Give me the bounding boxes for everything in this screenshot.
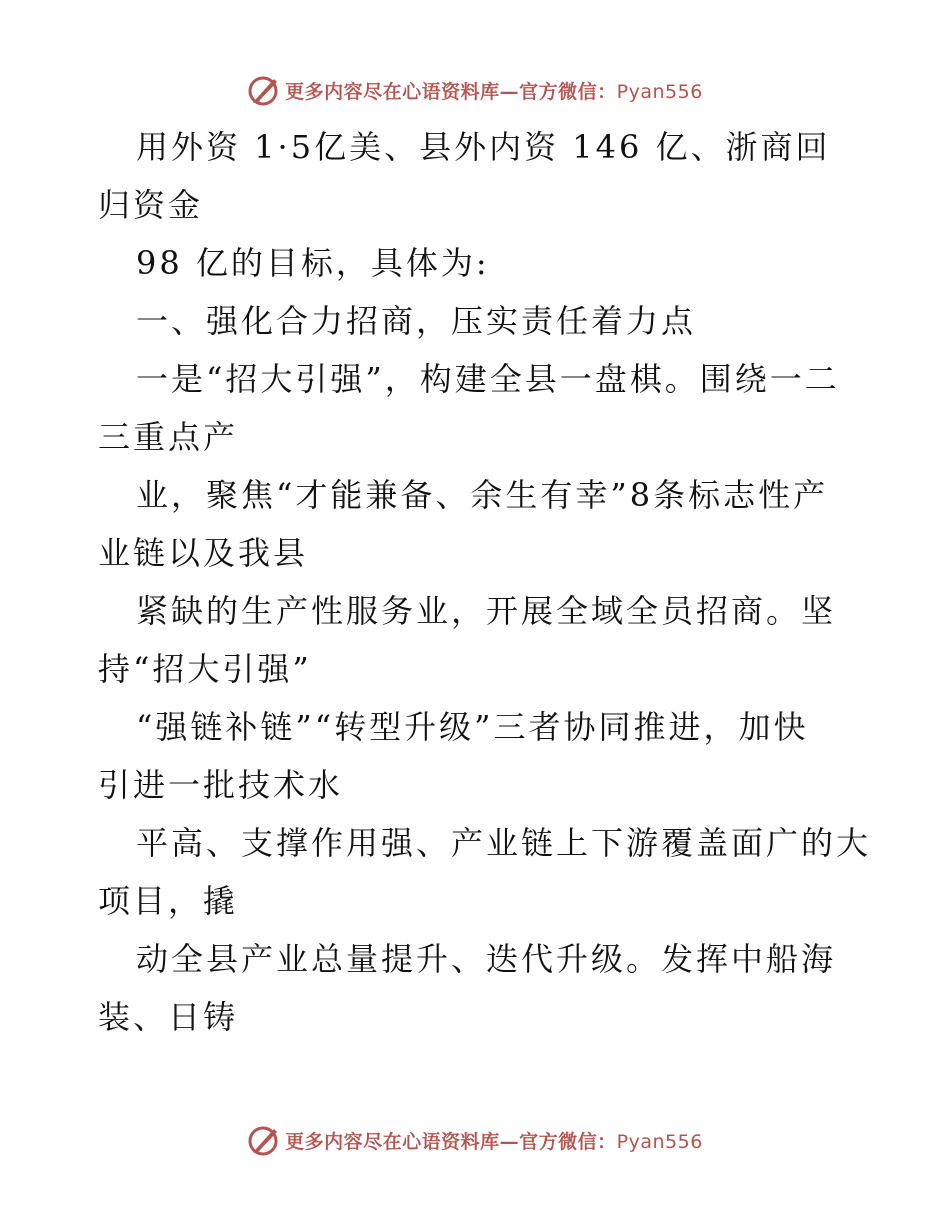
body-line: 业，聚焦“才能兼备、余生有幸”8条标志性产 xyxy=(136,476,829,514)
section-heading: 一、强化合力招商，压实责任着力点 xyxy=(136,302,697,340)
footer-banner xyxy=(0,1120,950,1160)
quill-pen-logo-icon xyxy=(247,73,281,107)
body-line: 业链以及我县 xyxy=(98,534,309,572)
footer-banner-text: 更多内容尽在心语资料库—官方微信：Pyan556 xyxy=(285,1130,703,1153)
body-line: 三重点产 xyxy=(98,418,239,456)
body-line: 持“招大引强” xyxy=(98,650,312,688)
body-line: 归资金 xyxy=(98,186,204,224)
body-line: 动全县产业总量提升、迭代升级。发挥中船海 xyxy=(136,940,837,978)
body-line: 紧缺的生产性服务业，开展全域全员招商。坚 xyxy=(136,592,837,630)
body-line: 一是“招大引强”，构建全县一盘棋。围绕一二 xyxy=(136,360,840,398)
document-body xyxy=(98,118,872,1046)
header-banner-text: 更多内容尽在心语资料库—官方微信：Pyan556 xyxy=(285,80,703,103)
body-line: 98 亿的目标，具体为: xyxy=(136,244,490,282)
quill-pen-logo-icon xyxy=(247,1123,281,1157)
body-line: “强链补链”“转型升级”三者协同推进，加快 xyxy=(136,708,809,746)
body-line: 用外资 1·5亿美、县外内资 146 亿、浙商回 xyxy=(136,128,831,166)
body-line: 装、日铸 xyxy=(98,998,239,1036)
body-line: 平高、支撑作用强、产业链上下游覆盖面广的大 xyxy=(136,824,872,862)
header-banner xyxy=(0,70,950,110)
body-line: 引进一批技术水 xyxy=(98,766,344,804)
body-line: 项目，撬 xyxy=(98,882,239,920)
